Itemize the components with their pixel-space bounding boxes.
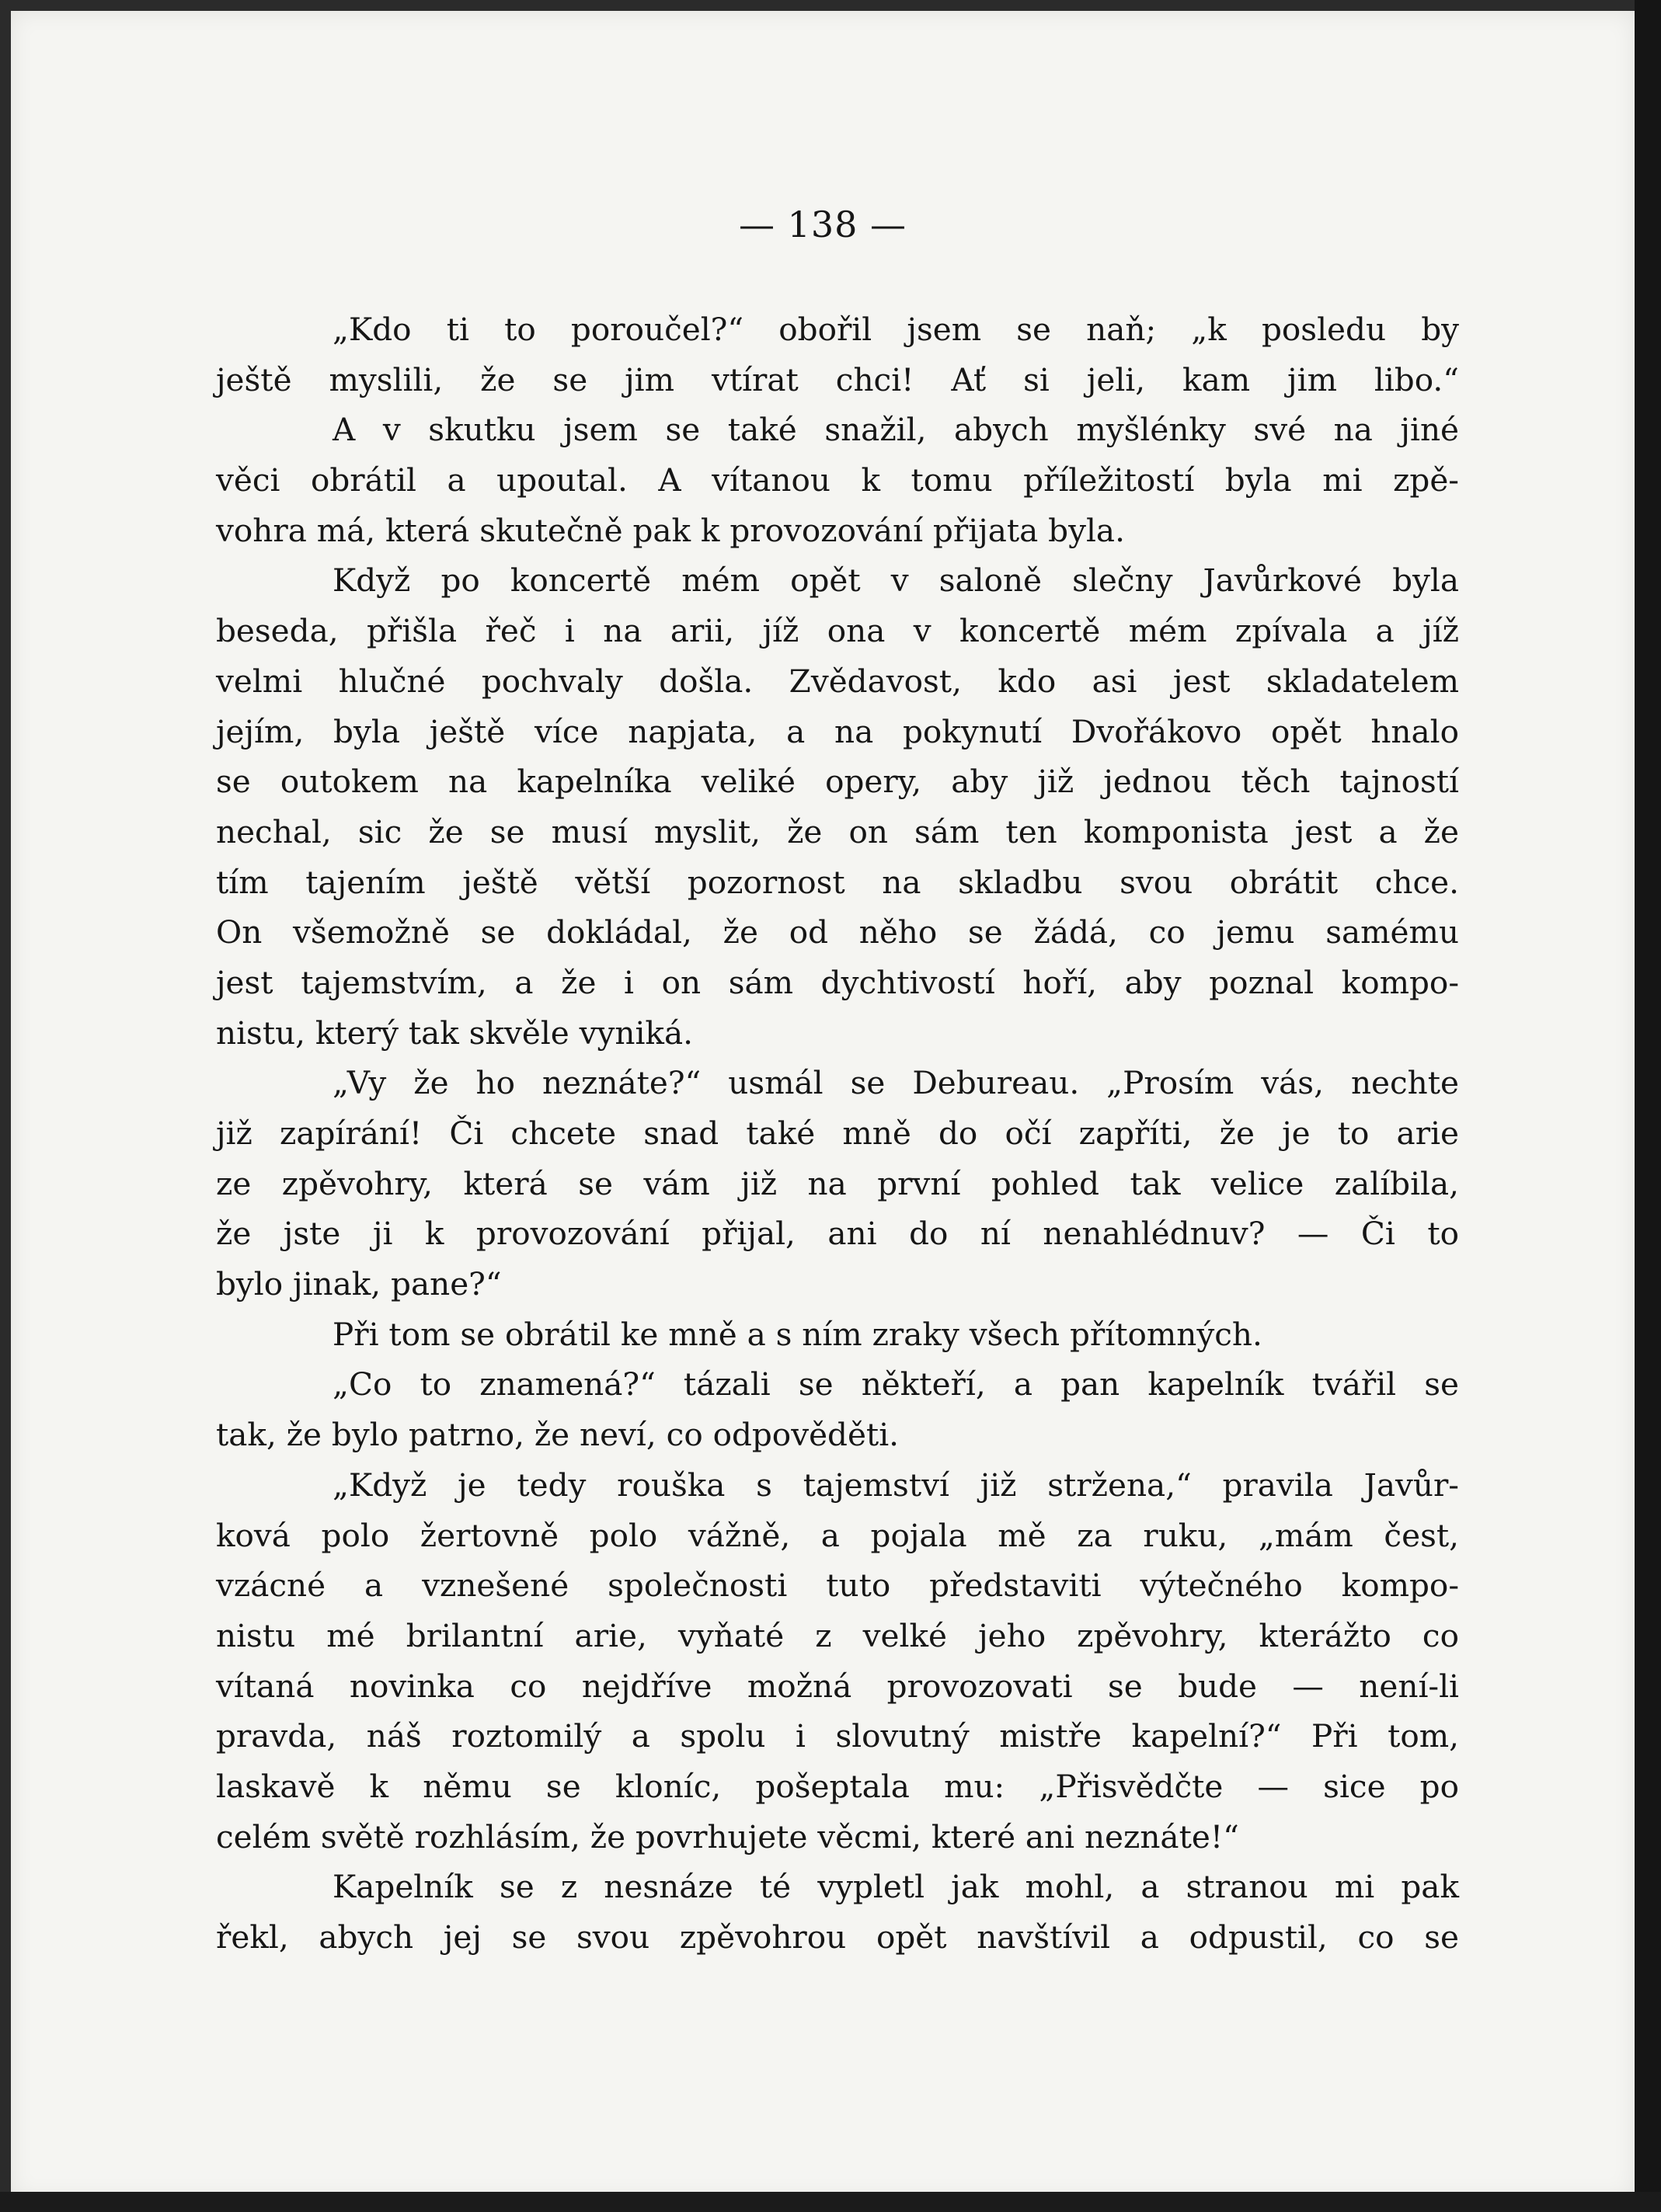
text-line: „Co to znamená?“ tázali se někteří, a pan kapelník tvářil se [333, 1365, 1459, 1403]
text-line: On všemožně se dokládal, že od něho se žádá, co jemu samému [216, 913, 1459, 951]
body-text [216, 304, 1459, 1963]
text-line: laskavě k němu se kloníc, pošeptala mu: „Přisvědčte — sice po [216, 1767, 1459, 1805]
text-line: jest tajemstvím, a že i on sám dychtivostí hoří, aby poznal kompo- [216, 963, 1459, 1001]
text-line: Při tom se obrátil ke mně a s ním zraky všech přítomných. [333, 1315, 1262, 1353]
text-line: beseda, přišla řeč i na arii, jíž ona v koncertě mém zpívala a jíž [216, 612, 1459, 650]
text-line: věci obrátil a upoutal. A vítanou k tomu příležitostí byla mi zpě- [216, 461, 1459, 499]
text-line: nistu, který tak skvěle vyniká. [216, 1014, 693, 1052]
text-line: nechal, sic že se musí myslit, že on sám ten komponista jest a že [216, 812, 1459, 850]
scan-bottom-edge [0, 2192, 1661, 2212]
text-line: řekl, abych jej se svou zpěvohrou opět navštívil a odpustil, co se [216, 1918, 1459, 1956]
text-line: vohra má, která skutečně pak k provozování přijata byla. [216, 511, 1125, 549]
scan-right-edge [1635, 0, 1661, 2212]
text-line: „Vy že ho neznáte?“ usmál se Debureau. „Prosím vás, nechte [333, 1064, 1459, 1102]
text-line: velmi hlučné pochvaly došla. Zvědavost, kdo asi jest skladatelem [216, 662, 1459, 700]
text-line: vzácné a vznešené společnosti tuto představiti výtečného kompo- [216, 1567, 1459, 1605]
page-number: — 138 — [738, 203, 907, 245]
text-line: tak, že bylo patrno, že neví, co odpověděti. [216, 1416, 900, 1454]
text-line: „Když je tedy rouška s tajemství již stržena,“ pravila Javůr- [333, 1466, 1459, 1504]
text-line: ková polo žertovně polo vážně, a pojala mě za ruku, „mám čest, [216, 1516, 1459, 1554]
text-line: bylo jinak, pane?“ [216, 1265, 502, 1303]
text-line: Když po koncertě mém opět v saloně slečny Javůrkové byla [333, 562, 1459, 600]
text-line: Kapelník se z nesnáze té vypletl jak mohl, a stranou mi pak [333, 1868, 1459, 1906]
text-line: tím tajením ještě větší pozornost na skladbu svou obrátit chce. [216, 863, 1459, 901]
text-line: že jste ji k provozování přijal, ani do ní nenahlédnuv? — Či to [216, 1215, 1459, 1253]
text-line: ještě myslili, že se jim vtírat chci! Ať si jeli, kam jim libo.“ [216, 360, 1459, 398]
text-line: nistu mé brilantní arie, vyňaté z velké jeho zpěvohry, kterážto co [216, 1616, 1459, 1654]
text-line: A v skutku jsem se také snažil, abych myšlénky své na jiné [333, 411, 1459, 449]
text-line: vítaná novinka co nejdříve možná provozovati se bude — není-li [216, 1667, 1459, 1705]
text-line: „Kdo ti to poroučel?“ obořil jsem se naň; „k posledu by [333, 311, 1459, 348]
text-line: pravda, náš roztomilý a spolu i slovutný mistře kapelní?“ Při tom, [216, 1717, 1459, 1755]
text-line: ze zpěvohry, která se vám již na první pohled tak velice zalíbila, [216, 1164, 1459, 1202]
text-line: celém světě rozhlásím, že povrhujete věcmi, které ani neznáte!“ [216, 1817, 1239, 1856]
text-line: jejím, byla ještě více napjata, a na pokynutí Dvořákovo opět hnalo [216, 712, 1459, 750]
text-line: se outokem na kapelníka veliké opery, aby již jednou těch tajností [216, 763, 1459, 801]
text-line: již zapírání! Či chcete snad také mně do očí zapříti, že je to arie [216, 1115, 1459, 1152]
book-page [11, 11, 1635, 2198]
